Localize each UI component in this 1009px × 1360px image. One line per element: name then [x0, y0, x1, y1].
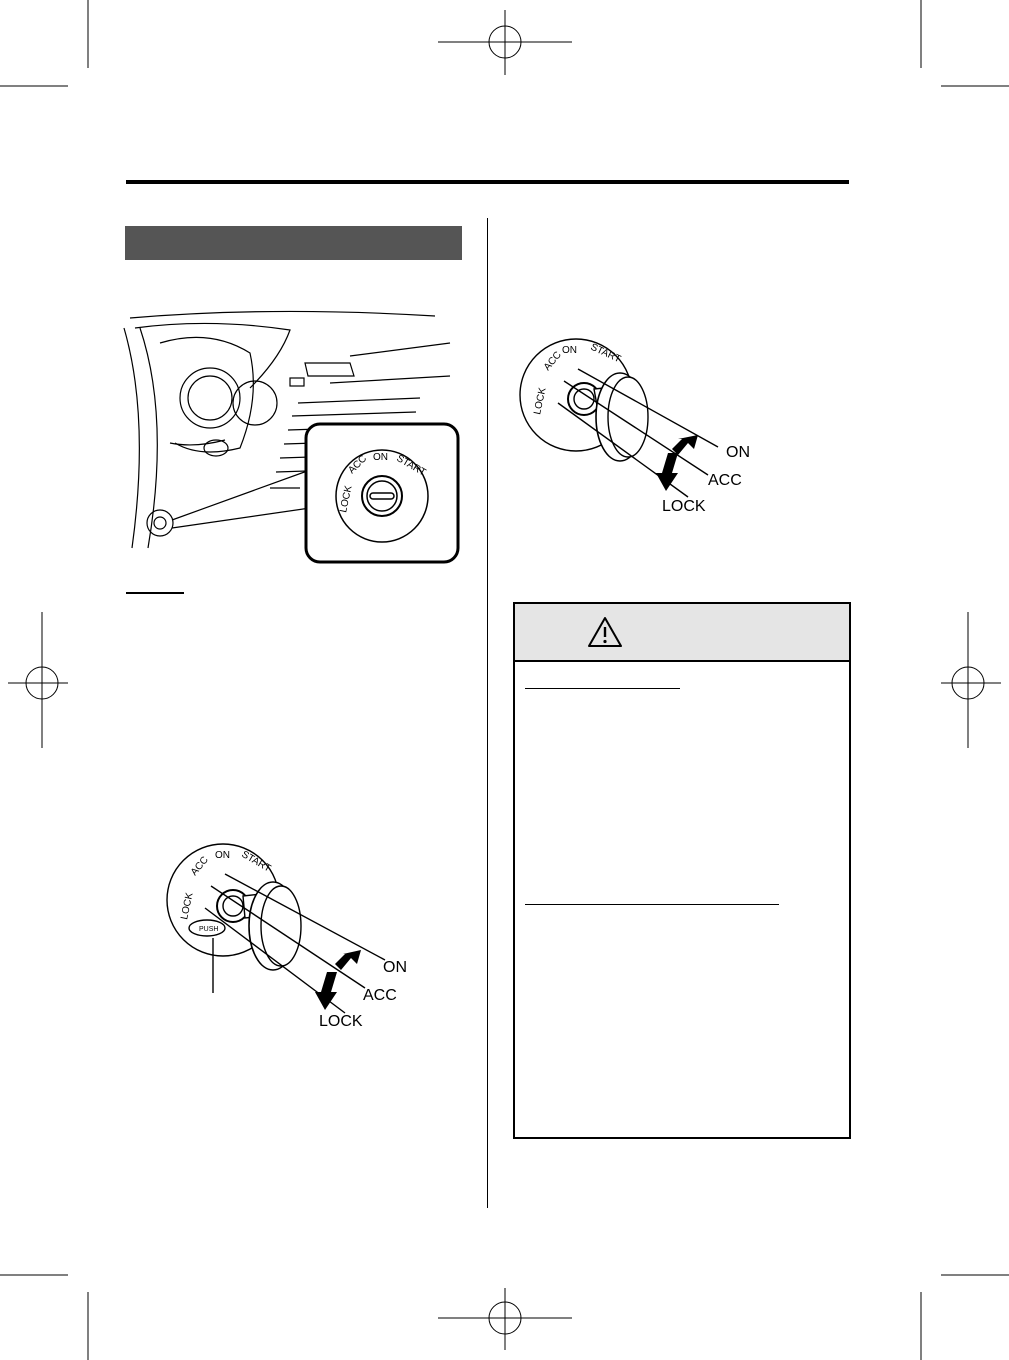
turn-on-label: ON: [726, 444, 750, 461]
warning-box: [513, 602, 851, 1139]
turn-ring-lock: LOCK: [532, 386, 549, 416]
closeup-acc-label: ACC: [346, 453, 370, 477]
turn-acc-label: ACC: [708, 472, 742, 489]
warning-subheading-rule-1: [525, 688, 680, 689]
turn-ring-start: START: [588, 341, 623, 366]
push-on-label: ON: [383, 959, 407, 976]
turn-lock-label: LOCK: [662, 498, 706, 515]
turn-ring-acc: ACC: [541, 349, 564, 373]
push-ring-start: START: [239, 849, 273, 875]
note-heading-rule: [126, 592, 184, 594]
push-ring-on: ON: [215, 850, 230, 861]
key-push-illustration: [165, 838, 425, 1038]
push-ring-acc: ACC: [188, 854, 211, 878]
push-button-label: PUSH: [199, 926, 219, 933]
warning-subheading-rule-2: [525, 904, 779, 905]
column-divider: [487, 218, 488, 1208]
closeup-lock-label: LOCK: [338, 484, 355, 514]
dashboard-ignition-illustration: [120, 308, 465, 570]
closeup-on-label: ON: [373, 452, 388, 463]
key-turn-illustration: [518, 335, 778, 520]
closeup-start-label: START: [394, 453, 428, 479]
warning-triangle-icon: [587, 616, 623, 648]
push-lock-label: LOCK: [319, 1013, 363, 1030]
section-heading-bar: [125, 226, 462, 260]
turn-ring-on: ON: [562, 345, 577, 356]
push-ring-lock: LOCK: [179, 891, 196, 921]
push-acc-label: ACC: [363, 987, 397, 1004]
warning-header: [515, 604, 849, 662]
header-rule: [126, 180, 849, 184]
